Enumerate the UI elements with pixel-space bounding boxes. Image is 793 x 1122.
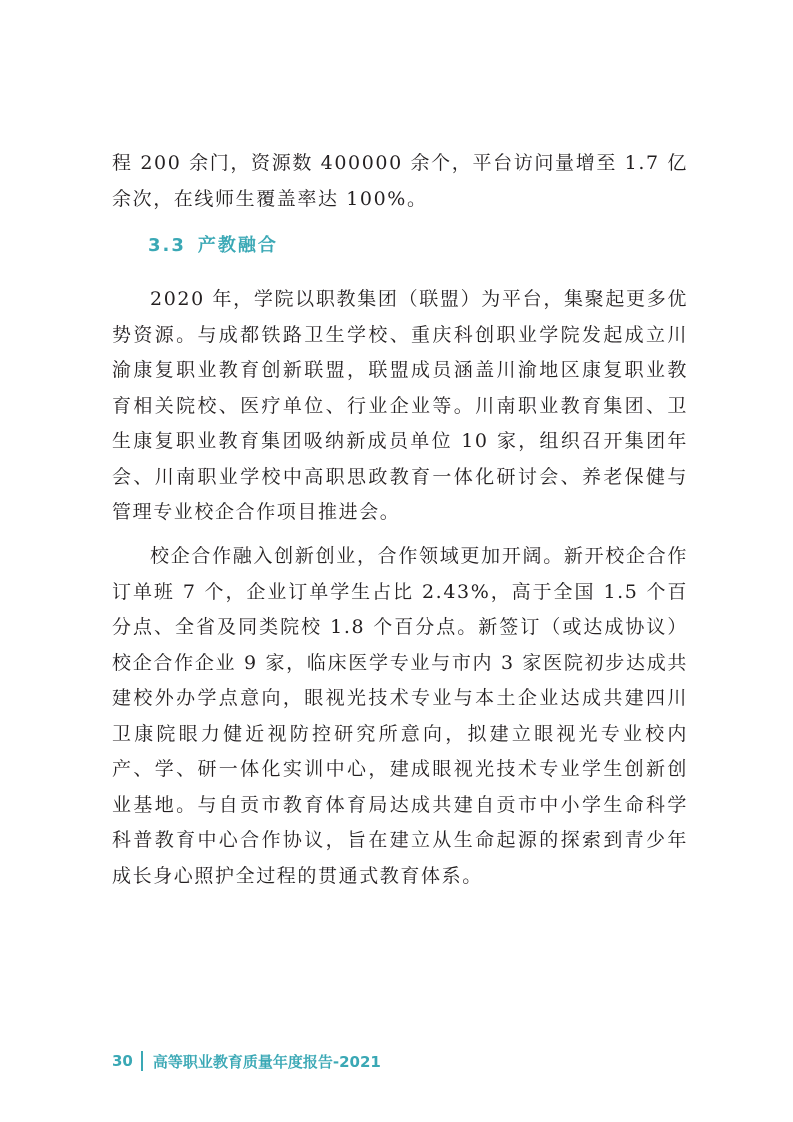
paragraph-school-enterprise-cooperation: 校企合作融入创新创业，合作领域更加开阔。新开校企合作订单班 7 个，企业订单学生占比 2.43%，高于全国 1.5 个百分点、全省及同类院校 1.8 个百分点。新签订（或达成协议）校企合作企业 9 家，临床医学专业与市内 3 家医院初步达成共建校外办学点意向，眼视光技术专业与本土企业达成共建四川卫康院眼力健近视防控研究所意向，拟建立眼视光专业校内产、学、研一体化实训中心，建成眼视光技术专业学生创新创业基地。与自贡市教育体育局达成共建自贡市中小学生命科学科普教育中心合作协议，旨在建立从生命起源的探索到青少年成长身心照护全过程的贯通式教育体系。 bbox=[112, 545, 688, 887]
section-number: 3.3 bbox=[148, 235, 186, 256]
section-title: 产教融合 bbox=[197, 235, 278, 256]
page-number: 30 bbox=[112, 1052, 133, 1070]
continued-paragraph: 程 200 余门，资源数 400000 余个，平台访问量增至 1.7 亿余次，在线师生覆盖率达 100%。 bbox=[112, 152, 688, 210]
publication-title: 高等职业教育质量年度报告-2021 bbox=[152, 1052, 381, 1071]
page-footer bbox=[112, 1048, 381, 1074]
footer-divider bbox=[141, 1051, 143, 1071]
section-heading bbox=[148, 232, 278, 260]
paragraph-vocational-group: 2020 年，学院以职教集团（联盟）为平台，集聚起更多优势资源。与成都铁路卫生学校、重庆科创职业学院发起成立川渝康复职业教育创新联盟，联盟成员涵盖川渝地区康复职业教育相关院校、医疗单位、行业企业等。川南职业教育集团、卫生康复职业教育集团吸纳新成员单位 10 家，组织召开集团年会、川南职业学校中高职思政教育一体化研讨会、养老保健与管理专业校企合作项目推进会。 bbox=[112, 288, 688, 523]
